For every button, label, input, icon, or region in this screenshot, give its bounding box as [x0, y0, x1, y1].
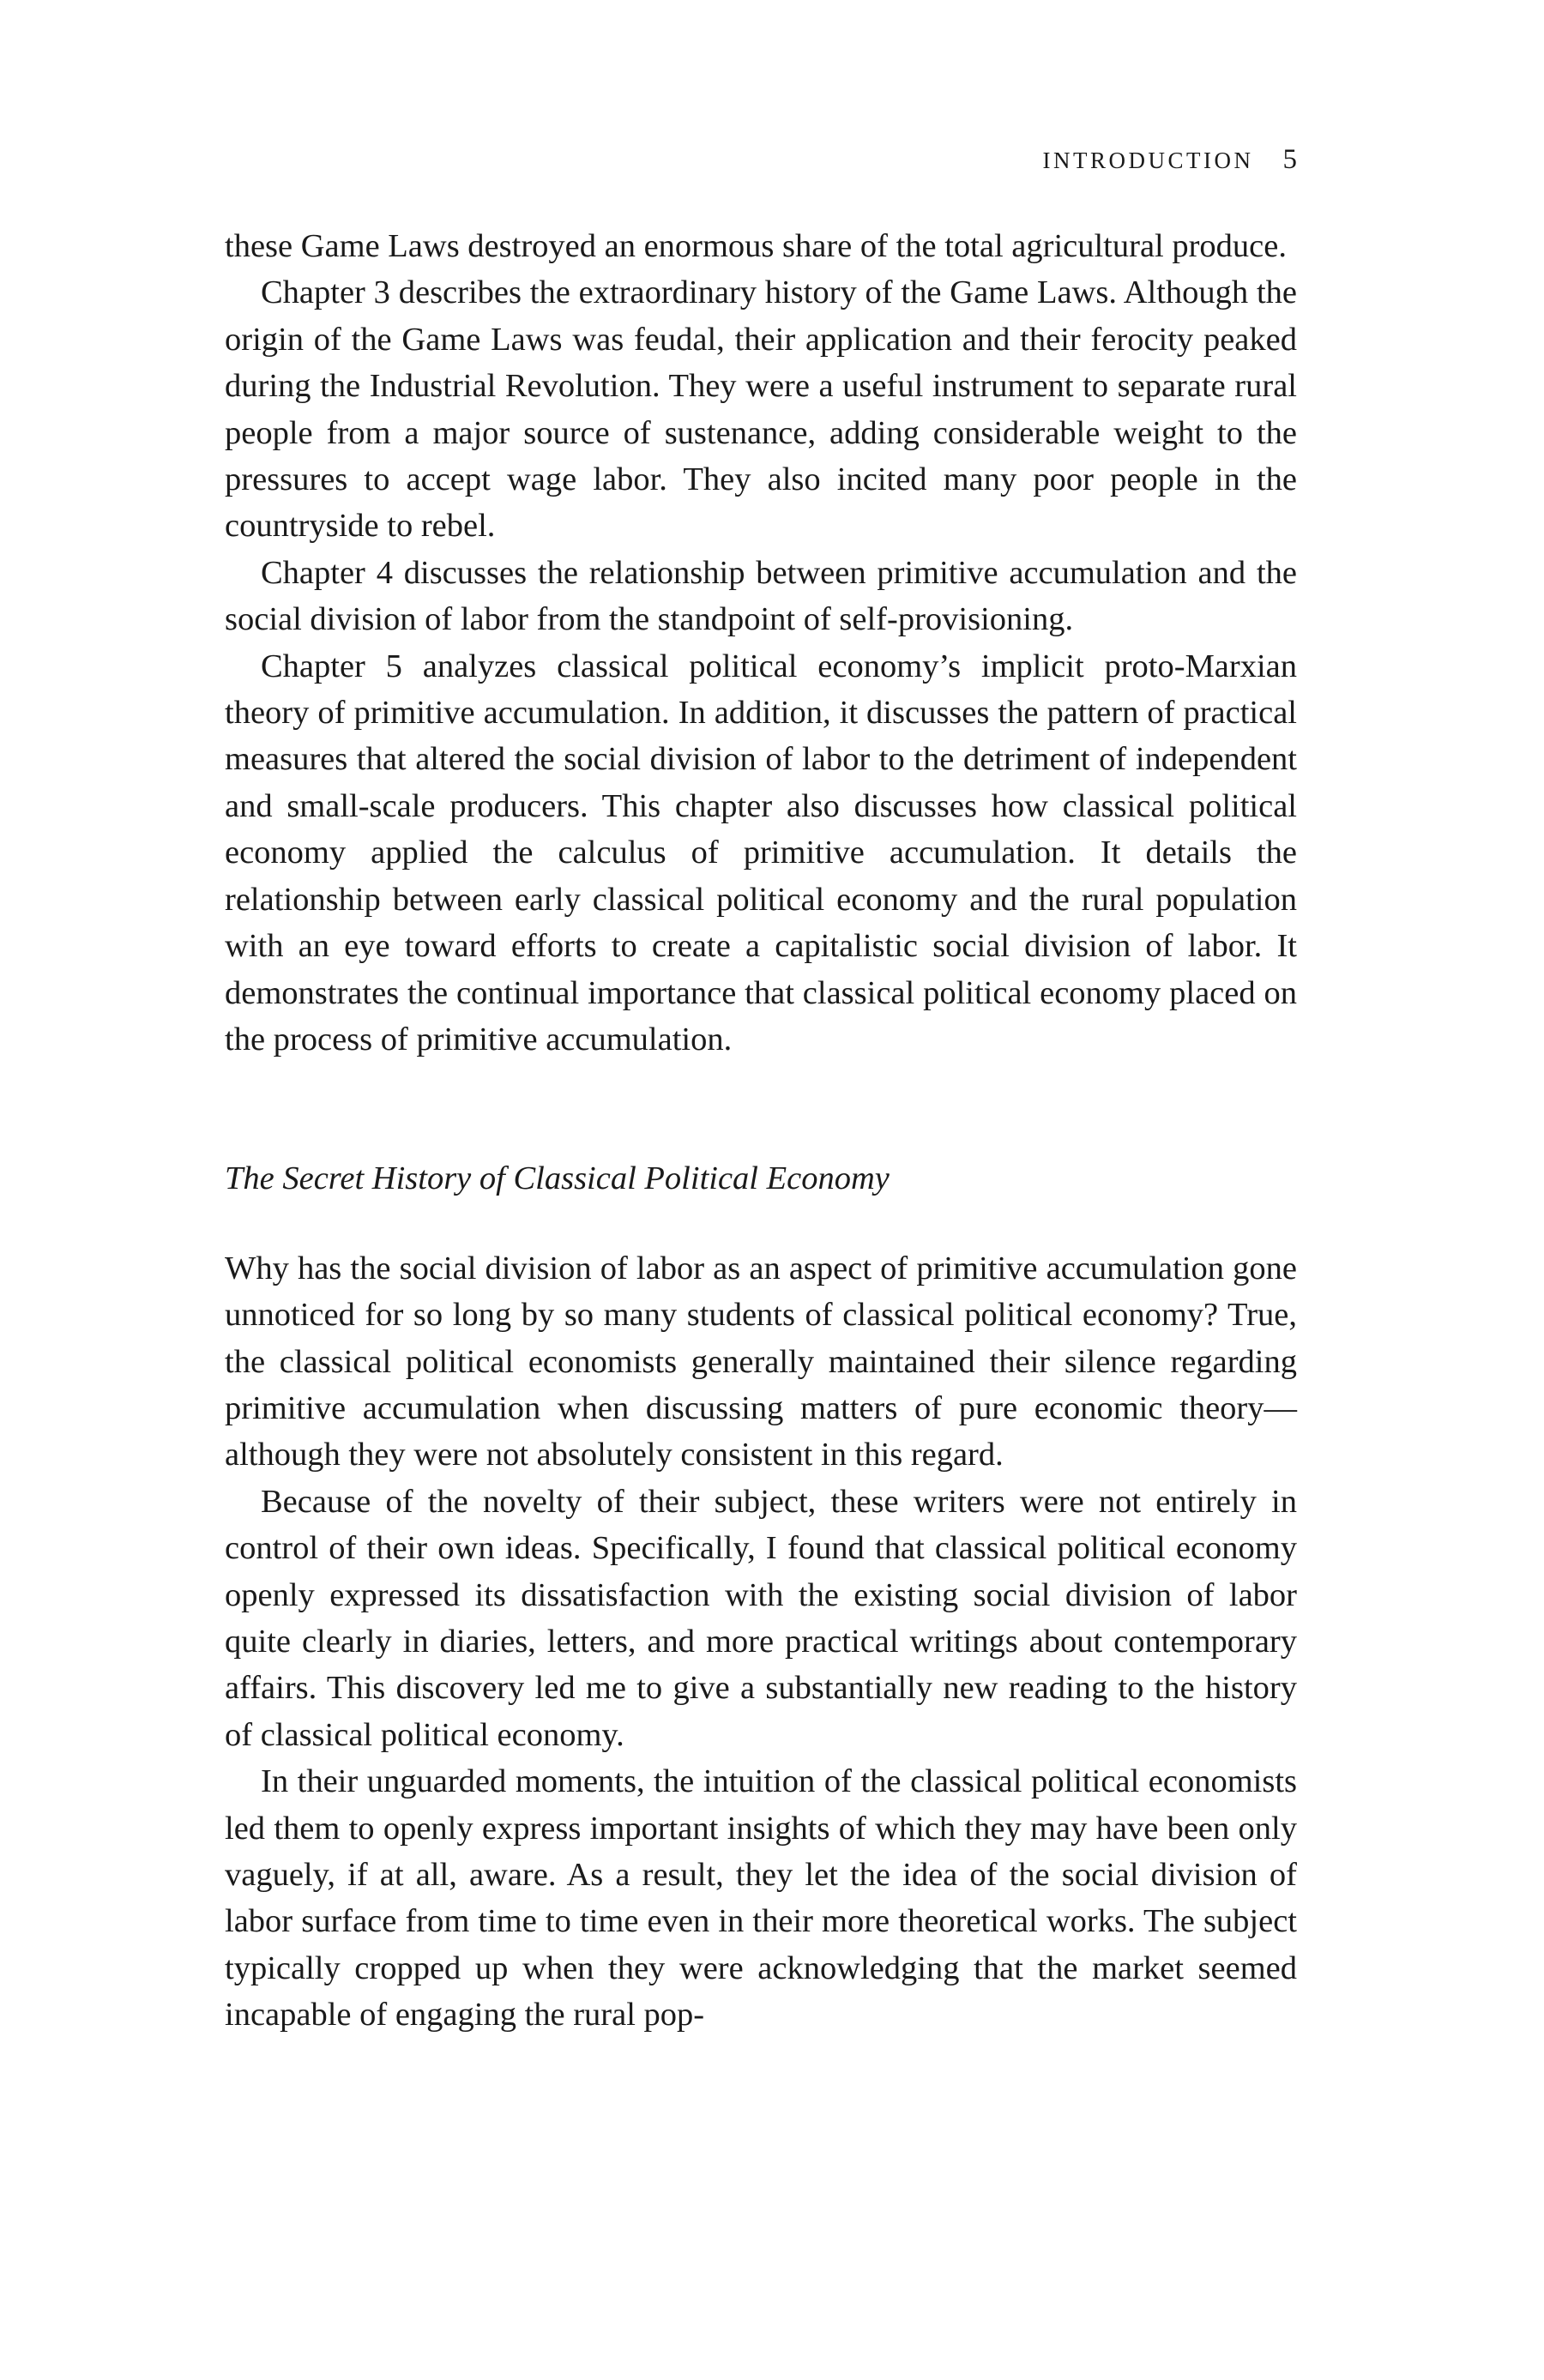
paragraph-chapter-5: Chapter 5 analyzes classical political economy’s implicit proto-Marxian theory of primitive accumulation. In addition, it discusses the pattern of practical measures that altered the social division of labor to the detriment of independent and small-scale producers. This chapter also discusses how classical political economy applied the calculus of primitive accumulation. It details the relationship between early classical political economy and the rural population with an eye toward efforts to create a capitalistic social division of labor. It demonstrates the continual importance that classical political economy placed on the process of primitive accumulation.: [225, 648, 1297, 1057]
paragraph-unguarded: In their unguarded moments, the intuition of the classical political economists led them to openly express important insights of which they may have been only vaguely, if at all, aware. As a result, they let the idea of the social division of labor surface from time to time even in their more theoretical works. The subject typically cropped up when they were acknowledging that the market seemed incapable of engaging the rural pop-: [225, 1763, 1297, 2034]
paragraph-chapter-4: Chapter 4 discusses the relationship between primitive accumulation and the social division of labor from the standpoint of self-provisioning.: [225, 554, 1297, 638]
running-head-title: INTRODUCTION: [1042, 148, 1254, 173]
paragraph-why: Why has the social division of labor as an aspect of primitive accumulation gone unnoticed for so long by so many students of classical political economy? True, the classical political economists generally maintained their silence regarding primitive accumulation when discussing matters of pure economic theory—although they were not absolutely consistent in this regard.: [225, 1250, 1297, 1473]
paragraph-novelty: Because of the novelty of their subject, these writers were not entirely in control of their own ideas. Specifically, I found that classical political economy openly expressed its dissatisfaction with the existing social division of labor quite clearly in diaries, letters, and more practical writings about contemporary affairs. This discovery led me to give a substantially new reading to the history of classical political economy.: [225, 1483, 1297, 1753]
body-text: [225, 223, 1297, 2039]
running-head: [1043, 144, 1297, 176]
book-page: [225, 0, 1297, 2380]
paragraph-continuation: these Game Laws destroyed an enormous share of the total agricultural produce.: [225, 228, 1287, 264]
section-heading: The Secret History of Classical Political Economy: [225, 1160, 890, 1197]
page-number: 5: [1282, 144, 1297, 175]
paragraph-chapter-3: Chapter 3 describes the extraordinary history of the Game Laws. Although the origin of the Game Laws was feudal, their application and their ferocity peaked during the Industrial Revolution. They were a useful instrument to separate rural people from a major source of sustenance, adding considerable weight to the pressures to accept wage labor. They also incited many poor people in the countryside to rebel.: [225, 274, 1297, 545]
